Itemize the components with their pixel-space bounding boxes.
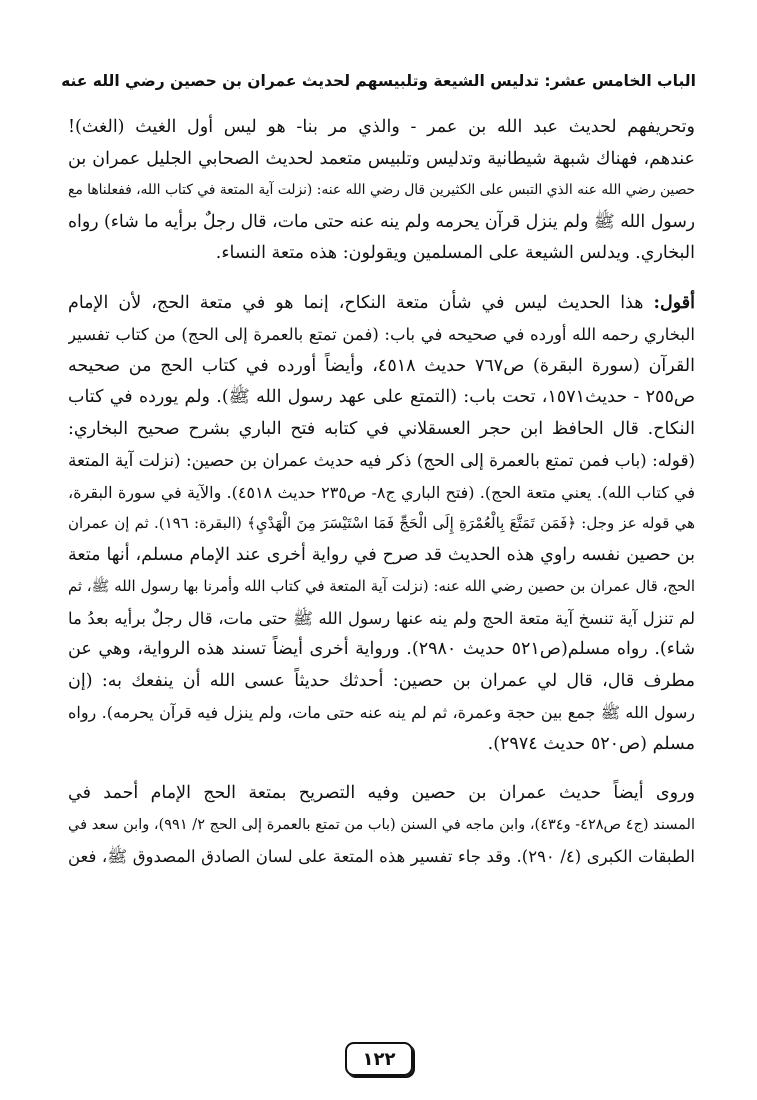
text-line: القرآن (سورة البقرة) ص٧٦٧ حديث ٤٥١٨، وأيضاً أورده في كتاب الحج من صحيحه bbox=[68, 355, 695, 376]
paragraph-1 bbox=[68, 112, 695, 270]
text-line: عندهم، فهناك شبهة شيطانية وتدليس وتلبيس متعمد لحديث الصحابي الجليل عمران بن bbox=[68, 148, 695, 169]
page-number-text: ١٢٢ bbox=[362, 1048, 396, 1070]
paragraph-2 bbox=[68, 288, 695, 761]
text-line: (قوله: (باب فمن تمتع بالعمرة إلى الحج) ذكر فيه حديث عمران بن حصين: (نزلت آية المتعة bbox=[68, 450, 695, 470]
text-line: رسول الله ﷺ ولم ينزل قرآن يحرمه ولم ينه عنه حتى مات، قال رجلٌ برأيه ما شاء) رواه bbox=[68, 211, 695, 232]
paragraph-lead-word: أقول: bbox=[653, 292, 695, 313]
paragraph-3 bbox=[68, 778, 695, 873]
text-line: هي قوله عز وجل: ﴿فَمَن تَمَتَّعَ بِالْعُمْرَةِ إِلَى الْحَجِّ فَمَا اسْتَيْسَرَ مِنَ الْهَدْيِ﴾ (البقرة: ١٩٦). ثم إن عمران bbox=[68, 514, 695, 532]
chapter-title: الباب الخامس عشر: تدليس الشيعة وتلبيسهم لحديث عمران بن حصين رضي الله عنه bbox=[61, 72, 696, 90]
text-line: الحج، قال عمران بن حصين رضي الله عنه: (نزلت آية المتعة في كتاب الله وأمرنا بها رسول الله ﷺ، ثم bbox=[68, 578, 695, 595]
text-line: البخاري رحمه الله أورده في صحيحه في باب: (فمن تمتع بالعمرة إلى الحج) من كتاب تفسير bbox=[68, 325, 695, 344]
text-line: حصين رضي الله عنه الذي التبس على الكثيرين قال رضي الله عنه: (نزلت آية المتعة في كتاب الله، ففعلناها مع bbox=[68, 182, 695, 198]
text-line: المسند (ج٤ ص٤٢٨- و٤٣٤)، وابن ماجه في السنن (باب من تمتع بالعمرة إلى الحج ٢/ ٩٩١)، وابن سعد في bbox=[68, 816, 695, 833]
text-line: مسلم (ص٥٢٠ حديث ٢٩٧٤). bbox=[487, 733, 695, 754]
text-line: وتحريفهم لحديث عبد الله بن عمر - والذي مر بنا- هو ليس أول الغيث (الغث)! bbox=[68, 117, 695, 137]
text-line: وروى أيضاً حديث عمران بن حصين وفيه التصريح بمتعة الحج الإمام أحمد في bbox=[68, 783, 695, 803]
text-line: مطرف قال، قال لي عمران بن حصين: أحدثك حديثاً عسى الله أن ينفعك به: (إن bbox=[68, 670, 695, 691]
text-line: شاء). رواه مسلم(ص٥٢١ حديث ٢٩٨٠). ورواية أخرى أيضاً تسند هذه الرواية، وهي عن bbox=[68, 639, 695, 659]
text-line: النكاح. قال الحافظ ابن حجر العسقلاني في كتابه فتح الباري بشرح صحيح البخاري: bbox=[68, 418, 695, 439]
body-text bbox=[68, 112, 695, 873]
text-line-rest: هذا الحديث ليس في شأن متعة النكاح، إنما هو في متعة الحج، لأن الإمام bbox=[68, 292, 654, 313]
text-line: بن حصين نفسه راوي هذه الحديث قد صرح في رواية أخرى عند الإمام مسلم، أنها متعة bbox=[68, 544, 695, 565]
text-line: لم تنزل آية تنسخ آية متعة الحج ولم ينه عنها رسول الله ﷺ حتى مات، قال رجلٌ برأيه بعدُ ما bbox=[68, 608, 695, 628]
text-line: في كتاب الله). يعني متعة الحج). (فتح الباري ج٨- ص٢٣٥ حديث ٤٥١٨). والآية في سورة البقرة، bbox=[68, 482, 695, 502]
page-number bbox=[345, 1042, 413, 1076]
text-line: ص٢٥٥ - حديث١٥٧١، تحت باب: (التمتع على عهد رسول الله ﷺ). ولم يورده في كتاب bbox=[68, 387, 695, 407]
text-line: البخاري. ويدلس الشيعة على المسلمين ويقولون: هذه متعة النساء. bbox=[215, 243, 695, 263]
text-line bbox=[68, 288, 695, 320]
text-line: رسول الله ﷺ جمع بين حجة وعمرة، ثم لم ينه عنه حتى مات، ولم ينزل فيه قرآن يحرمه). رواه bbox=[68, 703, 695, 722]
text-line: الطبقات الكبرى (٤/ ٢٩٠). وقد جاء تفسير هذه المتعة على لسان الصادق المصدوق ﷺ، فعن bbox=[68, 847, 695, 866]
